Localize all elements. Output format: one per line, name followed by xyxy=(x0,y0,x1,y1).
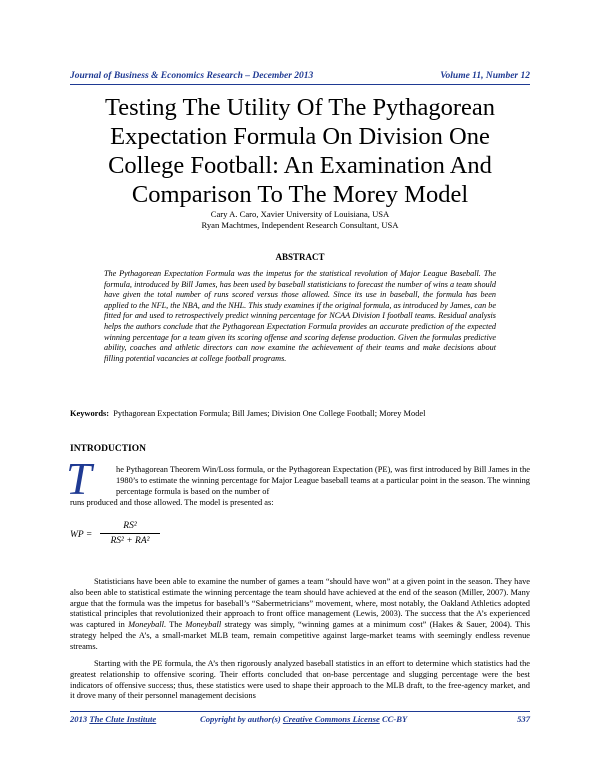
author-1: Cary A. Caro, Xavier University of Louisiana, USA xyxy=(210,209,390,219)
author-list xyxy=(70,209,530,230)
keywords xyxy=(70,409,530,418)
p2-italic-moneyball-1: Moneyball xyxy=(128,620,164,630)
p2-part-c: strategy was simply, “winning games at a minimum cost” (Hakes & Sauer, 2004). This strategy helped the A’s, a small-market MLB team, remain competitive against large-market teams with seemingly endless revenue streams. xyxy=(70,620,530,651)
title-line: Comparison To The Morey Model xyxy=(131,181,469,208)
copyright-prefix: Copyright by author(s) xyxy=(200,714,281,724)
page-number: 537 xyxy=(517,714,530,724)
fraction-bar xyxy=(100,533,160,534)
formula-lhs: WP = xyxy=(70,530,93,540)
cc-by-label: CC-BY xyxy=(381,714,408,724)
footer-year: 2013 xyxy=(70,714,88,724)
footer-rule xyxy=(70,711,530,712)
keywords-text: Pythagorean Expectation Formula; Bill James; Division One College Football; Morey Model xyxy=(113,409,426,418)
footer-publisher xyxy=(70,714,156,724)
formula-denominator: RS² + RA² xyxy=(110,536,150,546)
clute-institute-link[interactable]: The Clute Institute xyxy=(89,714,157,724)
page-footer xyxy=(70,714,530,726)
pythagorean-formula xyxy=(70,520,270,550)
formula-fraction xyxy=(100,520,160,547)
header-rule xyxy=(70,84,530,85)
abstract-text: The Pythagorean Expectation Formula was the impetus for the statistical revolution of Major League Baseball. The formula, introduced by Bill James, has been used by baseball statisticians to forecast the number of wins a team should have given the total number of runs scored versus those allowed. Since its use in baseball, the formula has been applied to the NFL, the NBA, and the NHL. This study examines if the original formula, as introduced by James, can be fitted for and used to retrospectively predict winning percentage for NCAA Division I football teams. Residual analysis helps the authors conclude that the Pythagorean Expectation Formula provides an accurate prediction of the expected winning percentage for a team given its scoring offense and scoring defense production. Given the formulas predictive ability, coaches and athletic directors can now examine the achievement of their teams and make decisions about filling potential vacancies at college football programs. xyxy=(104,269,496,363)
p2-part-a: Statisticians have been able to examine the number of games a team “should have won” at a given point in the season. They have also been able to statistical estimate the winning percentage the team should have achieved at the end of the season (Miller, 2007). Many argue that the formula was the impetus for baseball’s “Sabermetricians” movement, where, most notably, the Oakland Athletics adopted statistical principles that revolutionized their approach to front office management (Lewis, 2003). The success that the A’s experienced was captured in xyxy=(70,577,530,630)
section-heading-introduction: INTRODUCTION xyxy=(70,444,147,454)
author-2: Ryan Machtmes, Independent Research Consultant, USA xyxy=(201,219,399,230)
intro-paragraph-1: he Pythagorean Theorem Win/Loss formula, or the Pythagorean Expectation (PE), was first introduced by Bill James in the 1980’s to estimate the winning percentage for Major League baseball teams at a particular point in the season. The winning percentage formula is based on the number of xyxy=(116,465,530,496)
paper-title xyxy=(70,93,530,209)
journal-name: Journal of Business & Economics Research – December 2013 xyxy=(70,71,314,81)
drop-cap: T xyxy=(66,453,92,504)
p2-part-b: . The xyxy=(163,620,186,630)
running-header xyxy=(70,71,530,85)
keywords-label: Keywords: xyxy=(70,409,110,418)
title-line: Expectation Formula On Division One xyxy=(110,123,490,150)
p2-italic-moneyball-2: Moneyball xyxy=(185,620,222,630)
title-line: College Football: An Examination And xyxy=(108,152,492,179)
footer-copyright xyxy=(200,714,407,724)
abstract-heading: ABSTRACT xyxy=(275,252,325,262)
formula-numerator: RS² xyxy=(123,521,137,531)
intro-paragraph-1-end: runs produced and those allowed. The model is presented as: xyxy=(70,498,274,507)
creative-commons-link[interactable]: Creative Commons License xyxy=(282,714,380,724)
intro-paragraph-2 xyxy=(70,577,530,653)
title-line: Testing The Utility Of The Pythagorean xyxy=(105,94,495,121)
volume-number: Volume 11, Number 12 xyxy=(440,71,530,81)
intro-paragraph-3: Starting with the PE formula, the A’s then rigorously analyzed baseball statistics in an effort to determine which statistics had the greatest relationship to offensive scoring. Their efforts concluded that on-base percentage and slugging percentage were the best indicators of offensive success; thus, these statistics were used to shape their approach to the MLB draft, to the free-agency market, and it drove many of their personnel management decisions xyxy=(70,659,530,701)
